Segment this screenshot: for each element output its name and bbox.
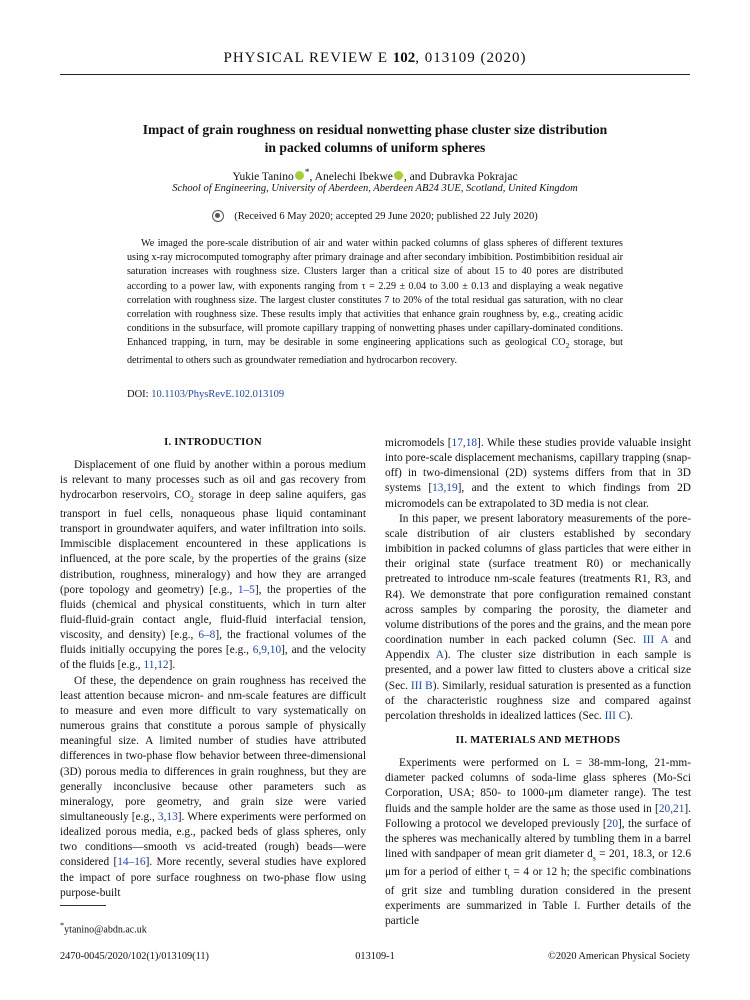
abstract: We imaged the pore-scale distribution of air and water within packed columns of glass spheres of different textures using x-ray microcomputed tomography after primary drainage and after secondary imbibition. Postimbibition residual air saturation increases with roughness size. Clusters larger than a critical size of about 15 to 40 pores are distributed according to a power law, with exponents ranging from τ = 2.29 ± 0.04 to 3.00 ± 0.13 and displaying a weak negative correlation with roughness size. The largest cluster constitutes 7 to 20% of the total residual gas saturation, with no clear correlation with roughness size. These results imply that activities that enhance grain roughness by, e.g., creating acidic conditions in the subsurface, will promote capillary trapping of nonwetting phases under capillary-dominated conditions. Enhanced trapping, in turn, may be desirable in some engineering applications such as geological $CO_2$ storage, but detrimental to others such as groundwater remediation and hydrocarbon recovery.	[127, 238, 623, 366]
right-column	[385, 436, 691, 929]
section-link[interactable]: III C	[604, 709, 627, 722]
author-email: ytanino@abdn.ac.uk	[64, 924, 147, 936]
table-link[interactable]: I	[573, 900, 578, 913]
doi-line: DOI: 10.1103/PhysRevE.102.013109	[127, 389, 285, 400]
footer-issn: 2470-0045/2020/102(1)/013109(11)	[60, 951, 209, 962]
journal-name: PHYSICAL REVIEW E	[223, 50, 388, 66]
citation-link[interactable]: 20	[606, 817, 618, 830]
section-heading: II. MATERIALS AND METHODS	[455, 734, 621, 746]
author-1[interactable]: Yukie Tanino	[232, 170, 294, 183]
paragraph: Of these, the dependence on grain roughness has received the least attention because micron- and nm-scale features are difficult to measure and even more difficult to vary systematically on numerous grains that constitute a porous sample of physically meaningful size. A limited number of studies have attributed differences in two-phase flow behavior between three-dimensional (3D) porous media to differences in grain roughness, but they are generally inconclusive because other parameters such as mineralogy, pore geometry, and grain size were varied simultaneously [e.g., 3,13]. Where experiments were performed on idealized porous media, e.g., packed beds of glass spheres, only two conditions—smooth vs acid-treated (rough) beads—were considered [14–16]. More recently, several studies have explored the impact of pore surface roughness on two-phase flow using purpose-built	[60, 674, 367, 899]
paragraph: Experiments were performed on L = 38-mm-long, 21-mm-diameter packed columns of soda-lime glass spheres (Mo-Sci Corporation, USA; 850- to 1000-μm diameter range). The test fluids and the sample holder are the same as those used in [20,21]. Following a protocol we developed previously [20], the surface of the spheres was mechanically altered by tumbling them in a barrel lined with sandpaper of mean grit diameter $d_s = 201$, 18.3, or 12.6 μm for a period of either $t_t = 4$ or 12 h; the specific combinations of grit size and tumbling duration considered in the present experiments are summarized in Table I. Further details of the particle	[385, 757, 692, 928]
author-3[interactable]: Dubravka Pokrajac	[429, 170, 518, 183]
citation-link[interactable]: 14–16	[117, 856, 146, 869]
affiliation: School of Engineering, University of Aberdeen, Aberdeen AB24 3UE, Scotland, United Kingdom	[172, 183, 578, 194]
footer-copyright: ©2020 American Physical Society	[548, 951, 690, 962]
citation-link[interactable]: 20,21	[658, 802, 685, 815]
section-link[interactable]: III A	[642, 634, 668, 647]
footnote-rule	[60, 905, 106, 906]
left-column	[60, 435, 366, 901]
citation-link[interactable]: 3,13	[157, 811, 178, 824]
citation-link[interactable]: 6,9,10	[252, 644, 282, 657]
orcid-icon[interactable]	[295, 171, 304, 180]
journal-volume: 102	[392, 50, 416, 66]
citation-link[interactable]: 13,19	[432, 482, 458, 495]
section-heading: I. INTRODUCTION	[164, 437, 262, 448]
crossmark-icon[interactable]	[212, 210, 224, 222]
title-line-1: Impact of grain roughness on residual nonwetting phase cluster size distribution	[142, 122, 608, 137]
title-line-2: in packed columns of uniform spheres	[264, 140, 486, 155]
citation-link[interactable]: 17,18	[451, 437, 478, 449]
paper-title	[80, 121, 670, 157]
author-list: Yukie Tanino *, Anelechi Ibekwe , and Dubravka Pokrajac	[232, 167, 518, 183]
author-1-mark: *	[304, 167, 310, 178]
journal-issue: , 013109 (2020)	[415, 50, 527, 66]
paragraph: In this paper, we present laboratory measurements of the pore-scale distribution of air clusters established by secondary imbibition in packed columns of glass particles that were either in their original state (surface treatment R0) or mechanically pretreated to introduce nm-scale features (treatments R1, R3, and R4). We demonstrate that pore configuration remained constant across samples by comparing the porosity, the diameter and volume distributions of the pores and the grains, and the mean pore coordination number in each packed column (Sec. III A and Appendix A). The cluster size distribution in each sample is presented, and a power law fitted to clusters above a critical size (Sec. III B). Similarly, residual saturation is presented as a function of the characteristic roughness size and compared against percolation thresholds in idealized lattices (Sec. III C).	[385, 512, 692, 722]
paragraph: micromodels [17,18]. While these studies provide valuable insight into pore-scale displacement mechanisms, capillary trapping (snap-off) in two-dimensional (2D) systems differs from that in 3D systems [13,19], and the extent to which findings from 2D micromodels can be extrapolated to 3D media is not clear.	[385, 437, 691, 510]
doi-link[interactable]: 10.1103/PhysRevE.102.013109	[151, 389, 285, 400]
footer-page-number: 013109-1	[355, 951, 395, 962]
publication-history: (Received 6 May 2020; accepted 29 June 2020; published 22 July 2020)	[0, 210, 750, 222]
header-rule	[60, 74, 690, 75]
appendix-link[interactable]: A	[435, 649, 444, 662]
section-link[interactable]: III B	[410, 679, 433, 692]
author-2[interactable]: Anelechi Ibekwe	[314, 170, 393, 183]
citation-link[interactable]: 6–8	[198, 629, 216, 642]
citation-link[interactable]: 1–5	[237, 583, 255, 596]
citation-link[interactable]: 11,12	[143, 659, 169, 672]
journal-header	[0, 50, 750, 67]
paragraph: Displacement of one fluid by another within a porous medium is relevant to many processes such as oil and gas recovery from hydrocarbon reservoirs, $CO_2$ storage in deep saline aquifers, gas transport in fuel cells, nonaqueous phase liquid contaminant transport in groundwater aquifers, and water infiltration into soils. Immiscible displacement encountered in these applications is influenced, at the pore scale, by the properties of the grains (size distribution, roughness, mineralogy) and how they are arranged (pore topology and geometry) [e.g., 1–5], the properties of the fluids (chemical and physical constituents, which in turn alter fluid-fluid-grain contact angle, fluid-fluid interfacial tension, viscosity, and density) [e.g., 6–8], the fractional volumes of the fluids initially occupying the pores [e.g., 6,9,10], and the velocity of the fluids [e.g., 11,12].	[60, 459, 367, 672]
footnote: *ytanino@abdn.ac.uk	[60, 921, 147, 936]
orcid-icon[interactable]	[394, 171, 403, 180]
